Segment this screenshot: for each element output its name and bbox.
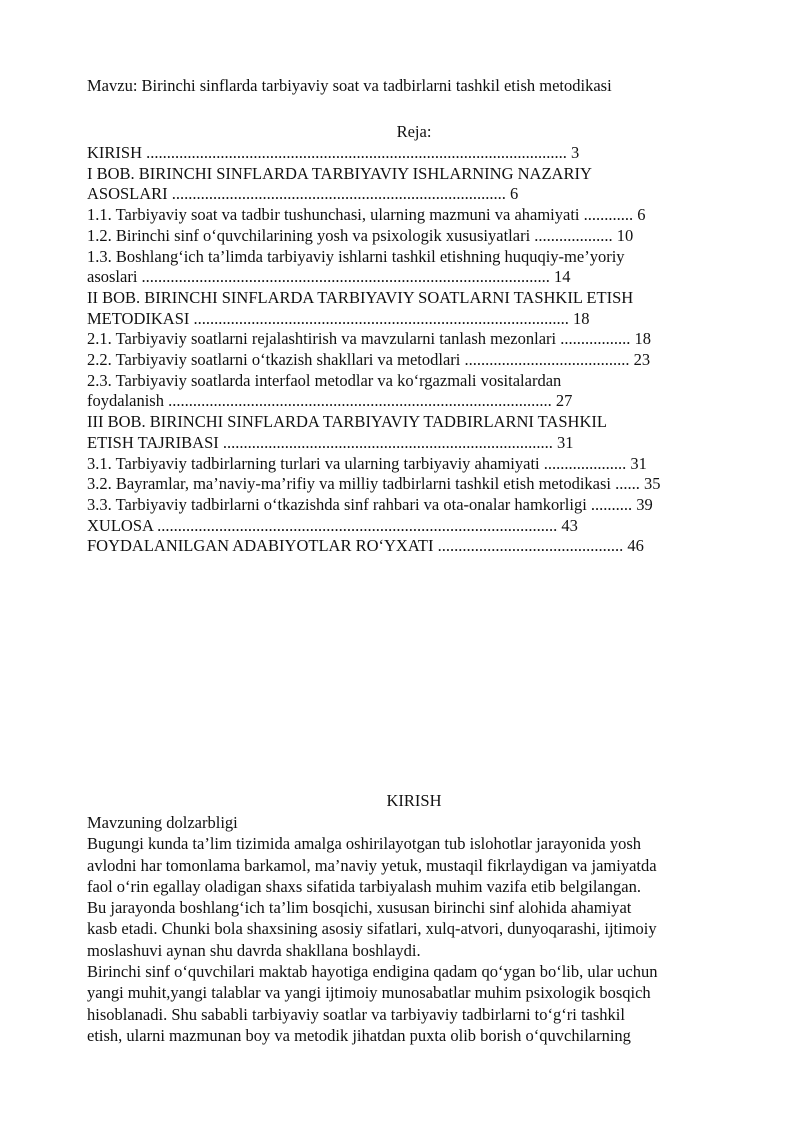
- toc-line: foydalanish ............................................................................................. 27: [87, 391, 573, 411]
- intro-heading: KIRISH: [386, 791, 442, 810]
- toc-line: METODIKASI ........................................................................................... 18: [87, 308, 590, 328]
- toc-line: 3.1. Tarbiyaviy tadbirlarning turlari va ularning tarbiyaviy ahamiyati .................... 31: [87, 453, 647, 473]
- body-line: moslashuvi aynan shu davrda shakllana boshlaydi.: [87, 940, 421, 960]
- toc-line: ETISH TAJRIBASI ................................................................................ 31: [87, 432, 574, 452]
- body-line: Birinchi sinf o‘quvchilari maktab hayotiga endigina qadam qo‘ygan bo‘lib, ular uchun: [87, 962, 658, 982]
- body-line: Bugungi kunda ta’lim tizimida amalga oshirilayotgan tub islohotlar jarayonida yosh: [87, 834, 642, 854]
- toc-line: ASOSLARI ................................................................................. 6: [87, 184, 519, 204]
- body-line: hisoblanadi. Shu sababli tarbiyaviy soatlar va tarbiyaviy tadbirlarni to‘g‘ri tashkil: [87, 1004, 625, 1024]
- body-line: Bu jarayonda boshlang‘ich ta’lim bosqichi, xususan birinchi sinf alohida ahamiyat: [87, 898, 632, 918]
- body-line: yangi muhit,yangi talablar va yangi ijtimoiy munosabatlar muhim psixologik bosqich: [87, 983, 651, 1003]
- toc-line: 3.2. Bayramlar, ma’naviy-ma’rifiy va milliy tadbirlarni tashkil etish metodikasi ...... 35: [87, 474, 661, 494]
- body-line: avlodni har tomonlama barkamol, ma’naviy yetuk, mustaqil fikrlaydigan va jamiyatda: [87, 855, 657, 875]
- toc-line: I BOB. BIRINCHI SINFLARDA TARBIYAVIY ISHLARNING NAZARIY: [87, 163, 592, 183]
- toc-line: 2.2. Tarbiyaviy soatlarni o‘tkazish shakllari va metodlari ........................................ 23: [87, 350, 651, 370]
- toc-line: FOYDALANILGAN ADABIYOTLAR RO‘YXATI ............................................. 46: [87, 536, 644, 556]
- toc-line: KIRISH ...................................................................................................... 3: [87, 143, 580, 162]
- toc-line: III BOB. BIRINCHI SINFLARDA TARBIYAVIY TADBIRLARNI TASHKIL: [87, 412, 607, 432]
- topic-line: Mavzu: Birinchi sinflarda tarbiyaviy soat va tadbirlarni tashkil etish metodikasi: [87, 76, 612, 95]
- plan-title: Reja:: [396, 122, 432, 141]
- toc-line: 2.3. Tarbiyaviy soatlarda interfaol metodlar va ko‘rgazmali vositalardan: [87, 370, 562, 390]
- toc-line: 1.1. Tarbiyaviy soat va tadbir tushunchasi, ularning mazmuni va ahamiyati ............ 6: [87, 205, 646, 225]
- toc-line: 2.1. Tarbiyaviy soatlarni rejalashtirish va mavzularni tanlash mezonlari ................. 18: [87, 329, 651, 349]
- toc-line: XULOSA ................................................................................................. 43: [87, 515, 578, 535]
- body-line: Mavzuning dolzarbligi: [87, 813, 238, 832]
- body-line: etish, ularni mazmunan boy va metodik jihatdan puxta olib borish o‘quvchilarning: [87, 1025, 631, 1045]
- toc-line: asoslari ................................................................................................... 14: [87, 267, 571, 287]
- body-line: kasb etadi. Chunki bola shaxsining asosiy sifatlari, xulq-atvori, dunyoqarashi, ijtimoiy: [87, 919, 657, 939]
- toc-line: 1.3. Boshlang‘ich ta’limda tarbiyaviy ishlarni tashkil etishning huquqiy-me’yoriy: [87, 246, 625, 266]
- intro-body: [87, 812, 747, 1046]
- body-line: faol o‘rin egallay oladigan shaxs sifatida tarbiyalash muhim vazifa etib belgilangan.: [87, 876, 641, 896]
- toc-line: II BOB. BIRINCHI SINFLARDA TARBIYAVIY SOATLARNI TASHKIL ETISH: [87, 287, 634, 307]
- table-of-contents: [87, 143, 747, 557]
- toc-line: 1.2. Birinchi sinf o‘quvchilarining yosh va psixologik xususiyatlari ................... 10: [87, 225, 634, 245]
- toc-line: 3.3. Tarbiyaviy tadbirlarni o‘tkazishda sinf rahbari va ota-onalar hamkorligi .......... 39: [87, 494, 653, 514]
